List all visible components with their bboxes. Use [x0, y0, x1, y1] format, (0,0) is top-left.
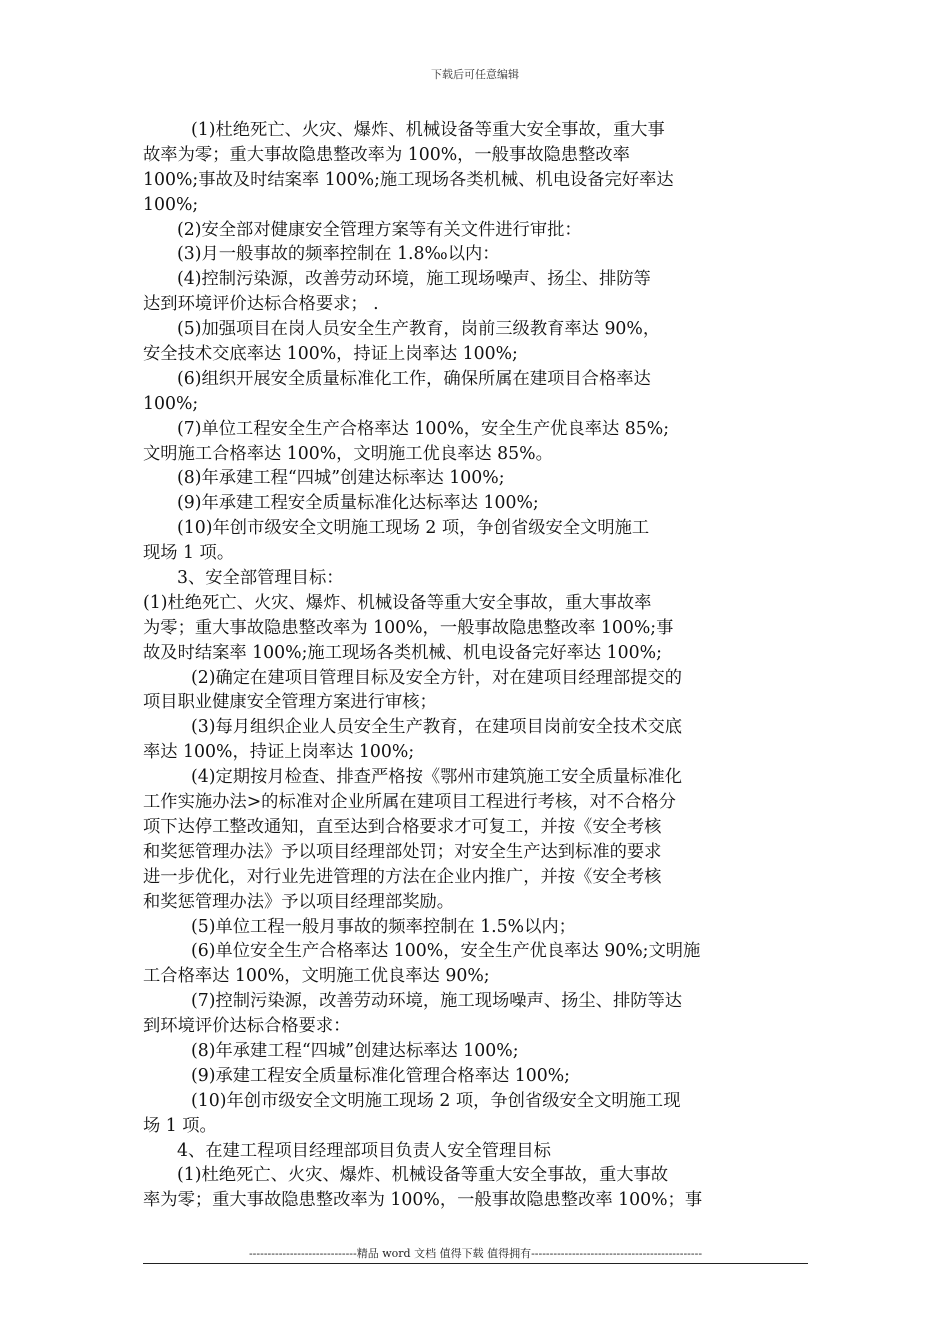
text-line: (4)定期按月检查、排查严格按《鄂州市建筑施工安全质量标准化	[191, 767, 683, 788]
text-line: (10)年创市级安全文明施工现场 2 项，争创省级安全文明施工现	[191, 1090, 681, 1111]
text-line: 率为零；重大事故隐患整改率为 100%，一般事故隐患整改率 100%；事	[143, 1190, 703, 1211]
text-line: (6)组织开展安全质量标准化工作，确保所属在建项目合格率达	[177, 368, 651, 389]
text-line: 场 1 项。	[143, 1115, 217, 1136]
text-line: 故及时结案率 100%;施工现场各类机械、机电设备完好率达 100%;	[143, 642, 662, 663]
text-line: 工作实施办法>的标准对企业所属在建项目工程进行考核，对不合格分	[143, 792, 676, 813]
text-line: 100%;	[143, 393, 199, 414]
text-line: (9)承建工程安全质量标准化管理合格率达 100%;	[191, 1065, 570, 1086]
text-line: (10)年创市级安全文明施工现场 2 项，争创省级安全文明施工	[177, 518, 650, 539]
text-line: 项目职业健康安全管理方案进行审核；	[143, 692, 437, 713]
text-line: 为零；重大事故隐患整改率为 100%，一般事故隐患整改率 100%;事	[143, 617, 674, 638]
text-line: 100%;事故及时结案率 100%;施工现场各类机械、机电设备完好率达	[143, 169, 674, 190]
text-line: (6)单位安全生产合格率达 100%，安全生产优良率达 90%;文明施	[191, 941, 701, 962]
text-line: (1)杜绝死亡、火灾、爆炸、机械设备等重大安全事故，重大事故	[177, 1165, 669, 1186]
text-line: (7)控制污染源，改善劳动环境，施工现场噪声、扬尘、排防等达	[191, 991, 683, 1012]
text-line: 项下达停工整改通知，直至达到合格要求才可复工，并按《安全考核	[143, 816, 662, 837]
text-line: 3、安全部管理目标：	[177, 568, 344, 589]
text-line: 现场 1 项。	[143, 543, 235, 564]
text-line: (4)控制污染源，改善劳动环境，施工现场噪声、扬尘、排防等	[177, 269, 651, 290]
text-line: 率达 100%，持证上岗率达 100%;	[143, 742, 415, 763]
footer-rule	[143, 1263, 808, 1264]
text-line: 到环境评价达标合格要求：	[143, 1016, 351, 1037]
text-line: 工合格率达 100%，文明施工优良率达 90%;	[143, 966, 490, 987]
text-line: (9)年承建工程安全质量标准化达标率达 100%;	[177, 493, 539, 514]
page-footer: -----------------------------精品 word 文档 值得下载 值得拥有----------------------------------------------	[248, 1247, 703, 1260]
text-line: (8)年承建工程“四城”创建达标率达 100%;	[191, 1040, 519, 1061]
text-line: 4、在建工程项目经理部项目负责人安全管理目标	[177, 1140, 551, 1161]
text-line: (5)加强项目在岗人员安全生产教育，岗前三级教育率达 90%，	[177, 319, 661, 340]
text-line: 100%;	[143, 194, 199, 215]
text-line: (3)每月组织企业人员安全生产教育，在建项目岗前安全技术交底	[191, 717, 683, 738]
text-line: 文明施工合格率达 100%，文明施工优良率达 85%。	[143, 443, 553, 464]
text-line: 进一步优化，对行业先进管理的方法在企业内推广，并按《安全考核	[143, 866, 662, 887]
text-line: (5)单位工程一般月事故的频率控制在 1.5%以内；	[191, 916, 576, 937]
text-line: (1)杜绝死亡、火灾、爆炸、机械设备等重大安全事故，重大事故率	[143, 592, 652, 613]
text-line: (2)确定在建项目管理目标及安全方针，对在建项目经理部提交的	[191, 667, 683, 688]
page-header: 下载后可任意编辑	[431, 68, 519, 81]
text-line: (7)单位工程安全生产合格率达 100%，安全生产优良率达 85%;	[177, 418, 670, 439]
text-line: (3)月一般事故的频率控制在 1.8‰以内：	[177, 244, 500, 265]
text-line: 达到环境评价达标合格要求； .	[143, 294, 379, 315]
document-body	[143, 118, 833, 1213]
text-line: 故率为零；重大事故隐患整改率为 100%，一般事故隐患整改率	[143, 144, 630, 165]
text-line: 和奖惩管理办法》予以项目经理部处罚；对安全生产达到标准的要求	[143, 841, 662, 862]
text-line: (8)年承建工程“四城”创建达标率达 100%;	[177, 468, 505, 489]
text-line: (1)杜绝死亡、火灾、爆炸、机械设备等重大安全事故，重大事	[191, 120, 665, 140]
text-line: 和奖惩管理办法》予以项目经理部奖励。	[143, 891, 455, 912]
text-line: 安全技术交底率达 100%，持证上岗率达 100%;	[143, 344, 518, 365]
text-line: (2)安全部对健康安全管理方案等有关文件进行审批：	[177, 219, 582, 240]
